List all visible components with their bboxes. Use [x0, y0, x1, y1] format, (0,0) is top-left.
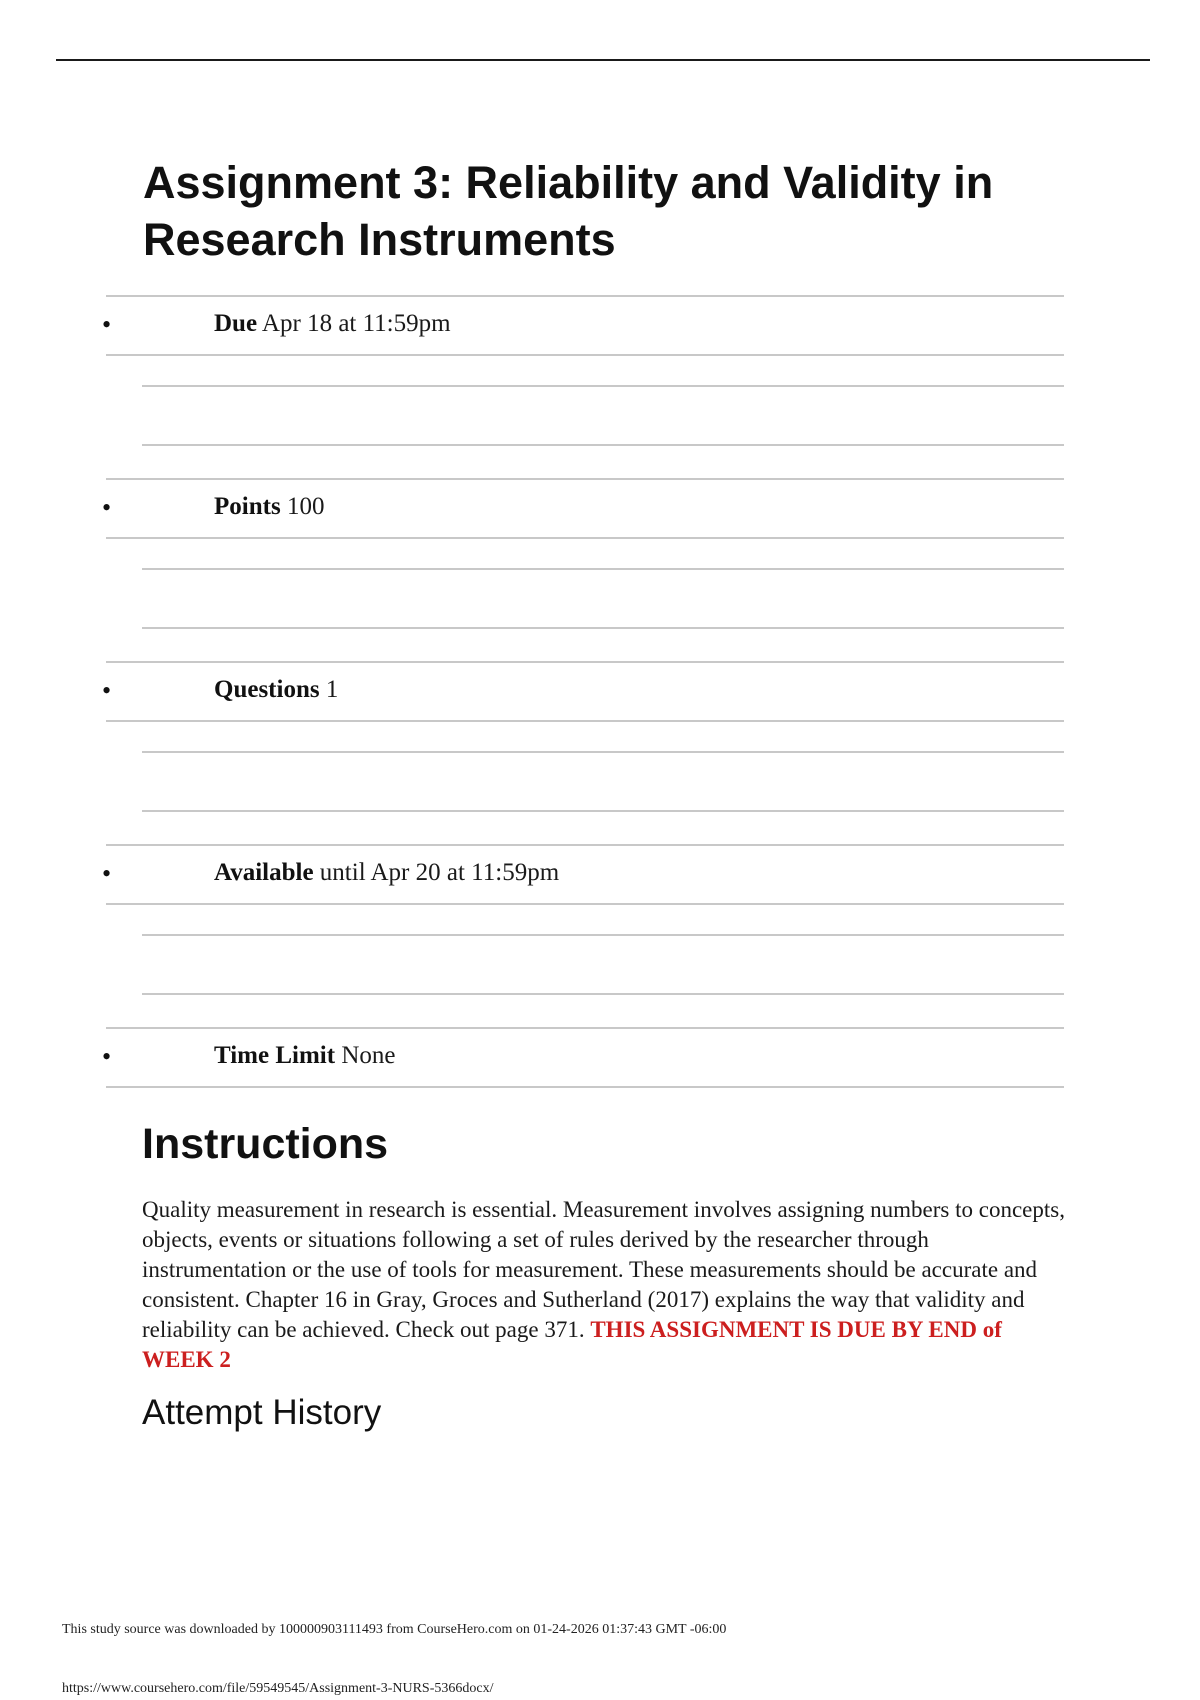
detail-label: Due	[214, 310, 258, 337]
detail-available	[102, 844, 1064, 1027]
detail-due	[102, 295, 1064, 478]
detail-text	[214, 492, 324, 522]
instructions-heading: Instructions	[142, 1120, 389, 1168]
detail-label: Available	[214, 859, 314, 886]
detail-label: Questions	[214, 676, 320, 703]
instructions-text	[142, 1195, 1072, 1375]
divider	[142, 751, 1064, 753]
detail-value: 100	[280, 493, 325, 520]
assignment-details-list	[102, 295, 1064, 1091]
divider	[142, 444, 1064, 446]
detail-text	[214, 309, 451, 339]
bullet-icon: •	[102, 493, 112, 522]
divider	[106, 844, 1064, 846]
divider	[106, 1027, 1064, 1029]
divider	[106, 1086, 1064, 1088]
detail-value: None	[335, 1042, 396, 1069]
divider	[106, 537, 1064, 539]
detail-text	[214, 858, 559, 888]
detail-value: until Apr 20 at 11:59pm	[313, 859, 560, 886]
divider	[142, 385, 1064, 387]
detail-points	[102, 478, 1064, 661]
instructions-body: Quality measurement in research is essential. Measurement involves assigning numbers to concepts, objects, events or situations following a set of rules derived by the researcher through instrumentation or the use of tools for measurement. These measurements should be accurate and consistent. Chapter 16 in Gray, Groces and Sutherland (2017) explains the way that validity and reliability can be achieved. Check out page 371.	[142, 1197, 1065, 1342]
divider	[142, 627, 1064, 629]
bullet-icon: •	[102, 310, 112, 339]
detail-questions	[102, 661, 1064, 844]
divider	[106, 478, 1064, 480]
attempt-history-heading: Attempt History	[142, 1393, 382, 1432]
detail-label: Time Limit	[214, 1042, 336, 1069]
detail-value: Apr 18 at 11:59pm	[257, 310, 451, 337]
divider	[142, 993, 1064, 995]
detail-time-limit	[102, 1027, 1064, 1091]
divider	[106, 661, 1064, 663]
download-source-note: This study source was downloaded by 100000903111493 from CourseHero.com on 01-24-2026 01:37:43 GMT -06:00	[62, 1622, 727, 1637]
divider	[106, 354, 1064, 356]
divider	[142, 934, 1064, 936]
bullet-icon: •	[102, 859, 112, 888]
bullet-icon: •	[102, 676, 112, 705]
due-alert: THIS ASSIGNMENT IS DUE BY END of WEEK 2	[142, 1317, 1002, 1372]
divider	[142, 568, 1064, 570]
divider	[142, 810, 1064, 812]
page-title: Assignment 3: Reliability and Validity in Research Instruments	[143, 157, 994, 265]
source-url: https://www.coursehero.com/file/59549545/Assignment-3-NURS-5366docx/	[62, 1681, 494, 1696]
detail-label: Points	[214, 493, 281, 520]
detail-text	[214, 1041, 395, 1071]
bullet-icon: •	[102, 1042, 112, 1071]
top-rule	[56, 59, 1150, 61]
detail-value: 1	[319, 676, 339, 703]
divider	[106, 903, 1064, 905]
divider	[106, 295, 1064, 297]
detail-text	[214, 675, 338, 705]
divider	[106, 720, 1064, 722]
